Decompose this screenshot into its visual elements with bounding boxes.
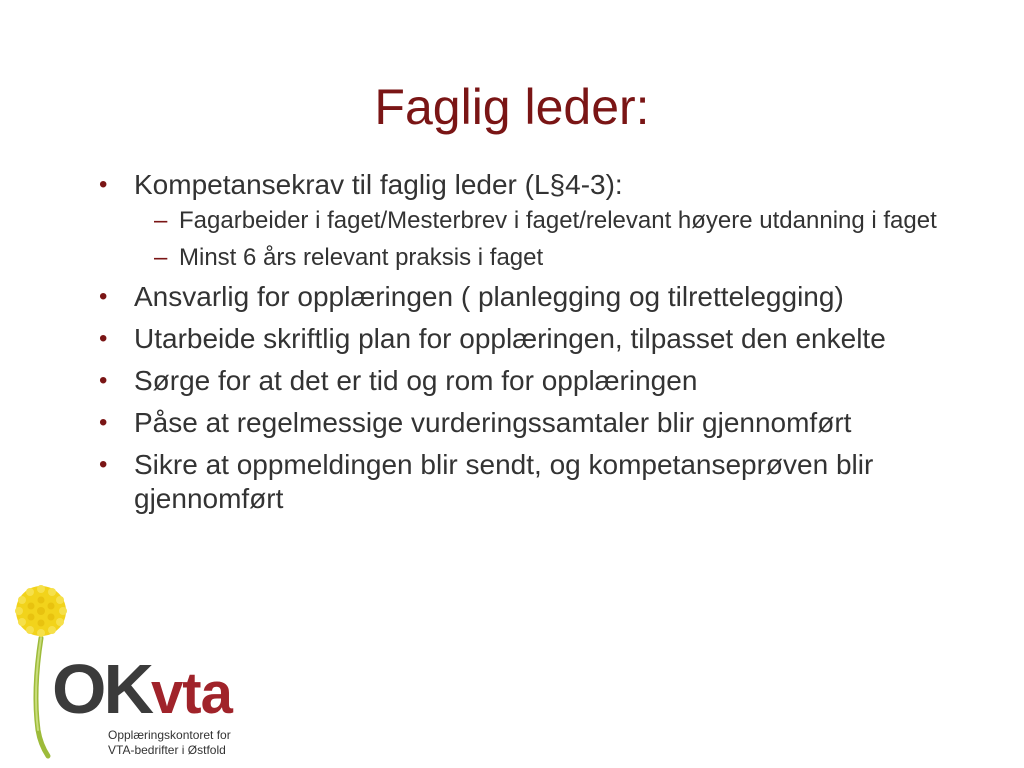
sub-bullet-marker: – (154, 244, 168, 271)
bullet-text: Sørge for at det er tid og rom for opplæringen (134, 365, 698, 396)
logo-subtitle (108, 728, 231, 758)
bullet-item (95, 168, 975, 272)
bullet-marker: • (99, 451, 108, 478)
bullet-text: Påse at regelmessige vurderingssamtaler blir gjennomført (134, 407, 852, 438)
logo-ok: OK (52, 650, 151, 728)
sub-bullet-item (134, 206, 975, 235)
sub-bullet-marker: – (154, 207, 168, 234)
sub-bullet-item (134, 243, 975, 272)
bullet-marker: • (99, 283, 108, 310)
bullet-text: Utarbeide skriftlig plan for opplæringen, tilpasset den enkelte (134, 323, 886, 354)
sub-bullet-text: Minst 6 års relevant praksis i faget (179, 244, 544, 271)
sub-bullet-text: Fagarbeider i faget/Mesterbrev i faget/relevant høyere utdanning i faget (179, 207, 937, 234)
bullet-item (95, 322, 975, 356)
slide-title: Faglig leder: (374, 79, 650, 135)
logo-subtitle-line: Opplæringskontoret for (108, 728, 231, 742)
bullet-marker: • (99, 325, 108, 352)
bullet-item (95, 406, 975, 440)
bullet-marker: • (99, 367, 108, 394)
bullet-item (95, 448, 975, 516)
sub-bullet-list (134, 206, 975, 272)
logo-subtitle-line: VTA-bedrifter i Østfold (108, 743, 226, 757)
bullet-text: Sikre at oppmeldingen blir sendt, og kompetanseprøven blir gjennomført (134, 449, 874, 514)
bullet-content (95, 168, 975, 524)
bullet-list (95, 168, 975, 516)
bullet-marker: • (99, 409, 108, 436)
okvta-logo (0, 580, 280, 768)
bullet-item (95, 364, 975, 398)
bullet-text: Kompetansekrav til faglig leder (L§4-3): (134, 169, 623, 200)
bullet-item (95, 280, 975, 314)
bullet-marker: • (99, 171, 108, 198)
bullet-text: Ansvarlig for opplæringen ( planlegging og tilrettelegging) (134, 281, 844, 312)
logo-vta: vta (151, 661, 232, 726)
logo-wordmark (52, 650, 232, 728)
